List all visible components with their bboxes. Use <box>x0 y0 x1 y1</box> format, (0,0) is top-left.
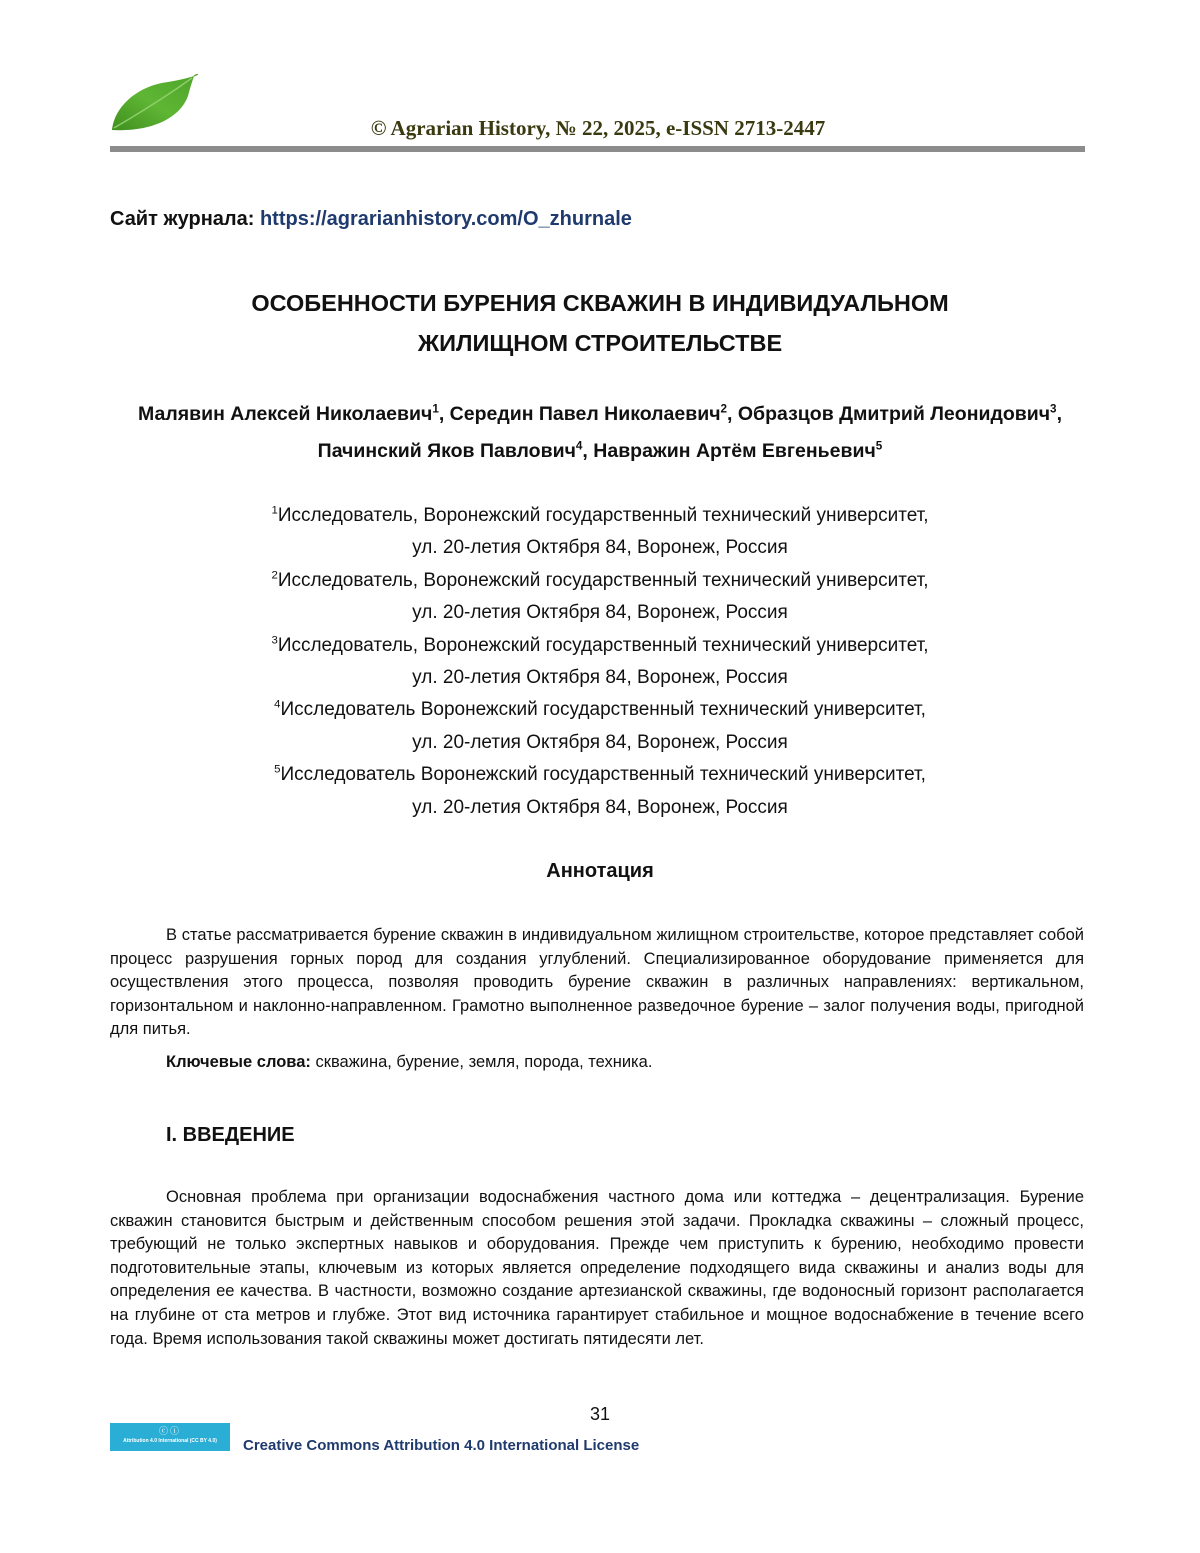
introduction-paragraph: Основная проблема при организации водоснабжения частного дома или коттеджа – децентрализация. Бурение скважин становится быстрым и действенным способом решения этой задачи. Прокладка скважины – сложный процесс, требующий не только экспертных навыков и оборудования. Прежде чем приступить к бурению, необходимо провести подготовительные этапы, ключевым из которых является определение подходящего вида скважины и анализ воды для определения ее качества. В частности, возможно создание артезианской скважины, где водоносный горизонт располагается на глубине от ста метров и глубже. Этот вид источника гарантирует стабильное и мощное водоснабжение в течение всего года. Время использования такой скважины может достигать пятидесяти лет. <box>110 1188 1084 1348</box>
affiliation-mark: 1 <box>271 504 278 517</box>
journal-site-line <box>110 208 632 231</box>
author-affil-mark: 5 <box>875 439 883 453</box>
abstract-paragraph: В статье рассматривается бурение скважин в индивидуальном жилищном строительстве, которое представляет собой процесс разрушения горных пород для создания углублений. Специализированное оборудование применяется для осуществления этого процесса, позволяя проводить бурение скважин в различных направлениях: вертикальном, горизонтальном и наклонно-направленном. Грамотно выполненное разведочное бурение – залог получения воды, пригодной для питья. <box>110 926 1084 1039</box>
author-separator: , <box>727 403 738 425</box>
keywords-label: Ключевые слова: <box>166 1053 311 1071</box>
page-number: 31 <box>589 1404 611 1424</box>
license-link[interactable]: Creative Commons Attribution 4.0 International License <box>243 1437 640 1454</box>
cc-license-badge[interactable] <box>110 1423 230 1451</box>
author-list <box>110 396 1090 470</box>
author-affil-mark: 1 <box>432 402 439 416</box>
affiliation-address: ул. 20-летия Октября 84, Воронеж, Россия <box>412 602 788 624</box>
author-affil-mark: 4 <box>575 439 583 453</box>
affiliation-institution: Исследователь, Воронежский государственный технический университет, <box>277 505 929 526</box>
author-name: Малявин Алексей Николаевич <box>138 403 433 425</box>
affiliation-address: ул. 20-летия Октября 84, Воронеж, Россия <box>412 667 788 689</box>
cc-badge-text: Attribution 4.0 International (CC BY 4.0) <box>123 1438 217 1444</box>
site-url-link[interactable]: https://agrarianhistory.com/O_zhurnale <box>259 208 632 230</box>
affiliation-mark: 2 <box>271 569 278 582</box>
affiliation-address: ул. 20-летия Октября 84, Воронеж, Россия <box>412 796 788 818</box>
affiliation-address: ул. 20-летия Октября 84, Воронеж, Россия <box>412 731 788 753</box>
author-affil-mark: 3 <box>1050 402 1057 416</box>
author-name: Середин Павел Николаевич <box>449 403 721 425</box>
cc-by-icon: ⓒⓘ <box>158 1426 181 1436</box>
author-name: Пачинский Яков Павлович <box>317 440 576 462</box>
affiliation-address: ул. 20-летия Октября 84, Воронеж, Россия <box>412 537 788 559</box>
affiliation-list <box>110 500 1090 824</box>
affiliation-item <box>110 694 1090 759</box>
affiliation-mark: 4 <box>274 699 281 712</box>
abstract-heading: Аннотация <box>546 860 654 882</box>
affiliation-institution: Исследователь, Воронежский государственный технический университет, <box>277 569 929 591</box>
author-separator: , <box>582 440 594 462</box>
affiliation-institution: Исследователь, Воронежский государственный технический университет, <box>277 634 929 656</box>
header-divider <box>110 146 1085 152</box>
affiliation-item <box>110 759 1090 824</box>
affiliation-item <box>110 565 1090 630</box>
author-affil-mark: 2 <box>720 402 728 416</box>
affiliation-mark: 3 <box>271 634 278 647</box>
keywords-values: скважина, бурение, земля, порода, техника. <box>310 1053 653 1071</box>
author-separator: , <box>1056 403 1062 425</box>
affiliation-institution: Исследователь Воронежский государственный технический университет, <box>280 764 926 786</box>
title-line-2: ЖИЛИЩНОМ СТРОИТЕЛЬСТВЕ <box>417 330 783 356</box>
author-name: Навражин Артём Евгеньевич <box>593 440 876 462</box>
article-title <box>110 283 1090 363</box>
affiliation-item <box>110 630 1090 695</box>
affiliation-institution: Исследователь Воронежский государственный технический университет, <box>280 699 926 721</box>
journal-header: © Agrarian History, № 22, 2025, e-ISSN 2713-2447 <box>370 116 826 140</box>
site-label: Сайт журнала: <box>110 208 260 230</box>
affiliation-mark: 5 <box>274 763 281 776</box>
affiliation-item <box>110 500 1090 565</box>
keywords-line <box>166 1053 652 1072</box>
author-name: Образцов Дмитрий Леонидович <box>737 403 1051 425</box>
title-line-1: ОСОБЕННОСТИ БУРЕНИЯ СКВАЖИН В ИНДИВИДУАЛЬНОМ <box>251 290 949 316</box>
section-heading-introduction: I. ВВЕДЕНИЕ <box>166 1124 295 1146</box>
author-separator: , <box>438 403 450 425</box>
